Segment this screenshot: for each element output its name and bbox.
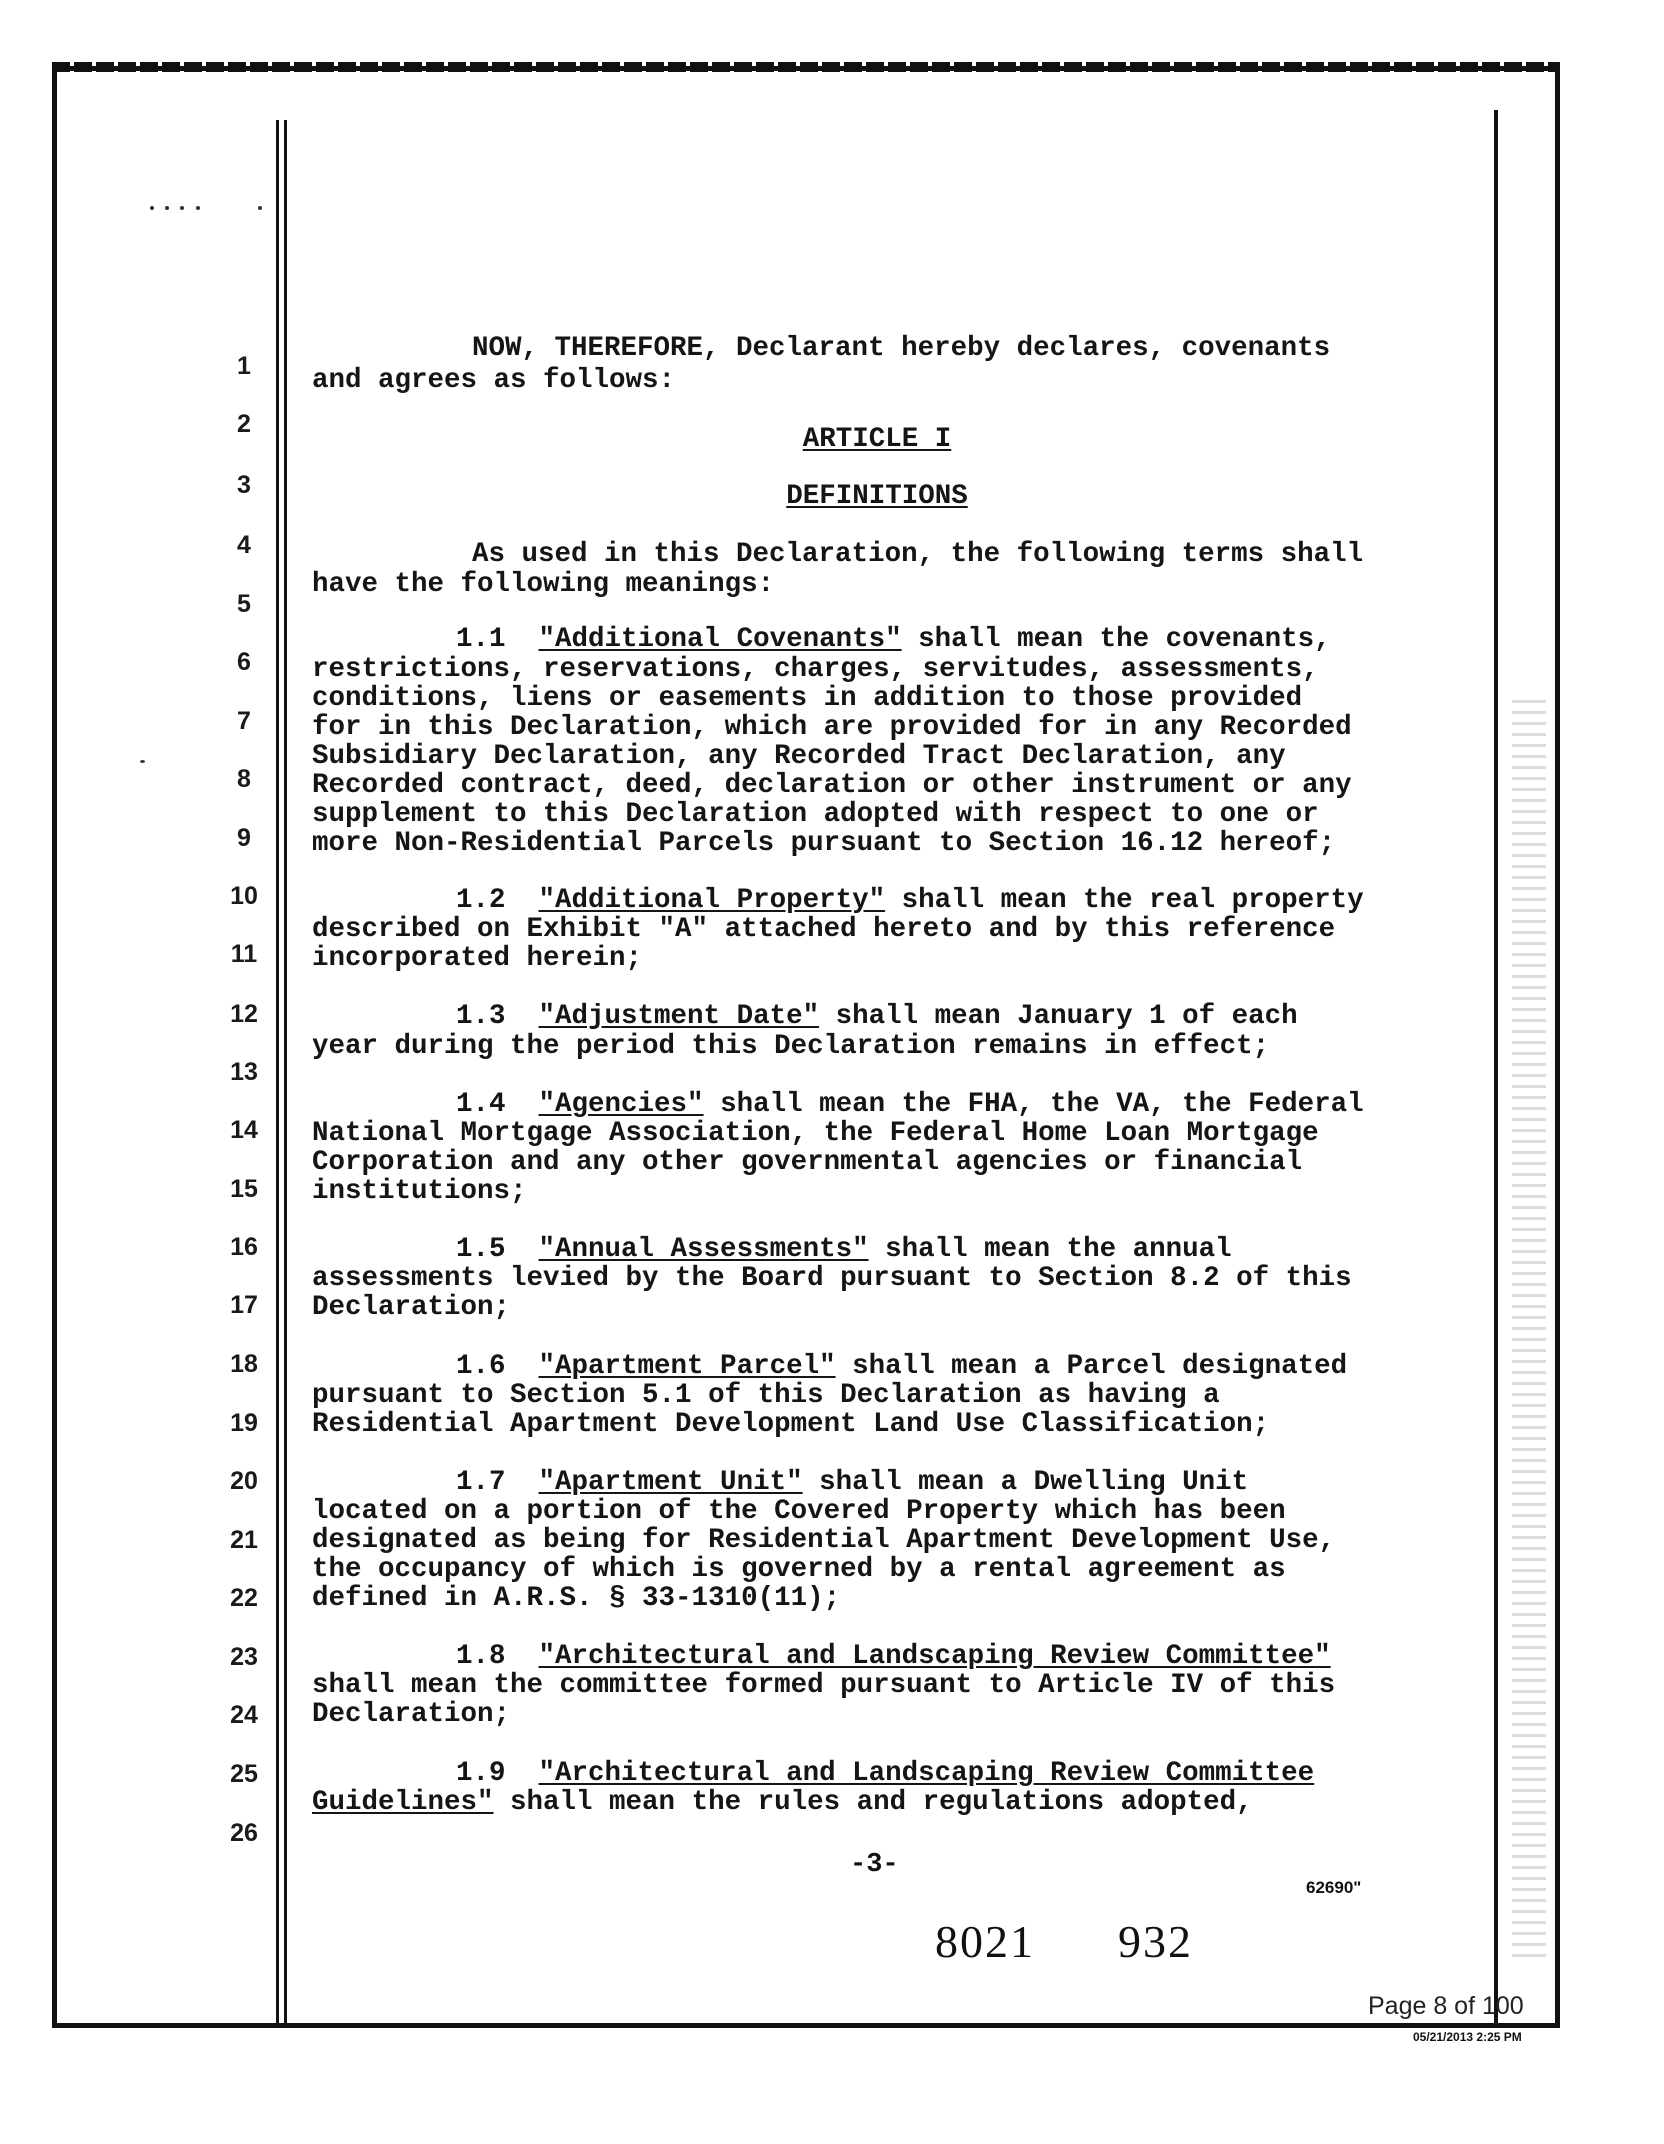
scan-noise [1512,700,1546,1960]
definition-line: shall mean the committee formed pursuant to Article IV of this [312,1670,1336,1701]
intro-line: NOW, THEREFORE, Declarant hereby declares, covenants [472,333,1331,364]
definition-line: Subsidiary Declaration, any Recorded Tract Declaration, any [312,741,1286,772]
definition-lead [456,1235,1232,1265]
margin-rule-right [284,120,287,2028]
definition-line: more Non-Residential Parcels pursuant to Section 16.12 hereof; [312,828,1336,859]
defined-term: "Additional Property" [538,885,886,916]
definition-line: defined in A.R.S. § 33-1310(11); [312,1583,841,1614]
definition-lead-rest: shall mean the covenants, [901,624,1331,655]
definition-lead [456,1759,1314,1789]
line-number: 7 [237,707,251,735]
print-timestamp: 05/21/2013 2:25 PM [1413,2030,1522,2044]
definition-line: conditions, liens or easements in addition to those provided [312,683,1303,714]
definition-lead [456,1352,1347,1382]
document-code: 62690" [1306,1878,1362,1897]
page-number: -3- [850,1850,899,1880]
line-number: 20 [230,1467,258,1495]
line-number: 14 [230,1116,258,1144]
definition-line: assessments levied by the Board pursuant to Section 8.2 of this [312,1263,1352,1294]
preamble-line: have the following meanings: [312,569,775,600]
line-number: 9 [237,824,251,852]
line-number: 4 [237,531,251,559]
recording-stamp-page: 932 [1118,1916,1193,1967]
definition-line: for in this Declaration, which are provided for in any Recorded [312,712,1352,743]
defined-term: "Annual Assessments" [538,1234,869,1265]
line-number: 2 [237,410,251,438]
line-number: 6 [237,648,251,676]
line-number: 26 [230,1819,258,1847]
definition-line: restrictions, reservations, charges, servitudes, assessments, [312,654,1319,685]
definition-line: designated as being for Residential Apartment Development Use, [312,1525,1336,1556]
definition-number: 1.4 [456,1089,506,1120]
definition-number: 1.8 [456,1641,506,1672]
line-number: 22 [230,1584,258,1612]
line-number: 3 [237,471,251,499]
definition-line: located on a portion of the Covered Property which has been [312,1496,1286,1527]
intro-line: and agrees as follows: [312,365,676,396]
line-number-column [0,0,270,2144]
right-margin-rule [1494,110,1498,2028]
line-number: 5 [237,590,251,618]
definition-line: Recorded contract, deed, declaration or other instrument or any [312,770,1352,801]
recording-stamp-book: 8021 [935,1916,1035,1967]
line-number: 21 [230,1526,258,1554]
definition-continued-rest: shall mean the rules and regulations adopted, [493,1787,1253,1818]
line-number: 24 [230,1701,258,1729]
definition-line: supplement to this Declaration adopted with respect to one or [312,799,1319,830]
defined-term: "Adjustment Date" [538,1001,820,1032]
definition-line: Corporation and any other governmental agencies or financial [312,1147,1303,1178]
line-number: 1 [237,352,251,380]
line-number: 15 [230,1175,258,1203]
defined-term: "Additional Covenants" [538,624,902,655]
page-of-counter: Page 8 of 100 [1368,1992,1524,2020]
definition-number: 1.6 [456,1351,506,1382]
line-number: 23 [230,1643,258,1671]
definition-lead-rest: shall mean the annual [868,1234,1232,1265]
definition-number: 1.5 [456,1234,506,1265]
defined-term: "Apartment Unit" [538,1467,803,1498]
line-number: 11 [230,940,258,968]
line-number: 13 [230,1058,258,1086]
definition-lead-rest: shall mean the FHA, the VA, the Federal [703,1089,1364,1120]
definition-lead [456,886,1364,916]
definition-number: 1.3 [456,1001,506,1032]
definition-number: 1.1 [456,624,506,655]
definition-line: year during the period this Declaration remains in effect; [312,1031,1270,1062]
definition-number: 1.2 [456,885,506,916]
definition-lead-rest: shall mean a Parcel designated [835,1351,1348,1382]
definition-line: incorporated herein; [312,943,643,974]
preamble-line: As used in this Declaration, the following terms shall [472,539,1364,570]
definition-number: 1.7 [456,1467,506,1498]
definition-line [312,1788,1253,1818]
definition-line: National Mortgage Association, the Federal Home Loan Mortgage [312,1118,1319,1149]
definition-lead [456,1642,1331,1672]
definition-lead [456,1468,1248,1498]
line-number: 25 [230,1760,258,1788]
article-heading: ARTICLE I [802,424,952,455]
defined-term: "Architectural and Landscaping Review Committee" [538,1641,1331,1672]
line-number: 18 [230,1350,258,1378]
defined-term: "Architectural and Landscaping Review Committee [538,1758,1315,1789]
line-number: 16 [230,1233,258,1261]
definition-line: Declaration; [312,1699,511,1730]
definition-lead-rest: shall mean January 1 of each [819,1001,1298,1032]
definition-line: the occupancy of which is governed by a rental agreement as [312,1554,1286,1585]
definition-line: pursuant to Section 5.1 of this Declaration as having a [312,1380,1220,1411]
definition-lead [456,1002,1298,1032]
line-number: 12 [230,1000,258,1028]
defined-term: "Apartment Parcel" [538,1351,836,1382]
defined-term: "Agencies" [538,1089,704,1120]
definition-lead-rest: shall mean a Dwelling Unit [802,1467,1249,1498]
definition-lead [456,1090,1364,1120]
line-number: 10 [230,882,258,910]
definition-number: 1.9 [456,1758,506,1789]
line-number: 19 [230,1409,258,1437]
definition-line: institutions; [312,1176,527,1207]
definition-lead [456,625,1331,655]
definition-line: Residential Apartment Development Land Use Classification; [312,1409,1270,1440]
defined-term-continued: Guidelines" [312,1787,494,1818]
definition-line: described on Exhibit "A" attached hereto and by this reference [312,914,1336,945]
section-heading: DEFINITIONS [786,481,968,512]
line-number: 17 [230,1291,258,1319]
definition-lead-rest: shall mean the real property [885,885,1364,916]
line-number: 8 [237,765,251,793]
definition-line: Declaration; [312,1292,511,1323]
